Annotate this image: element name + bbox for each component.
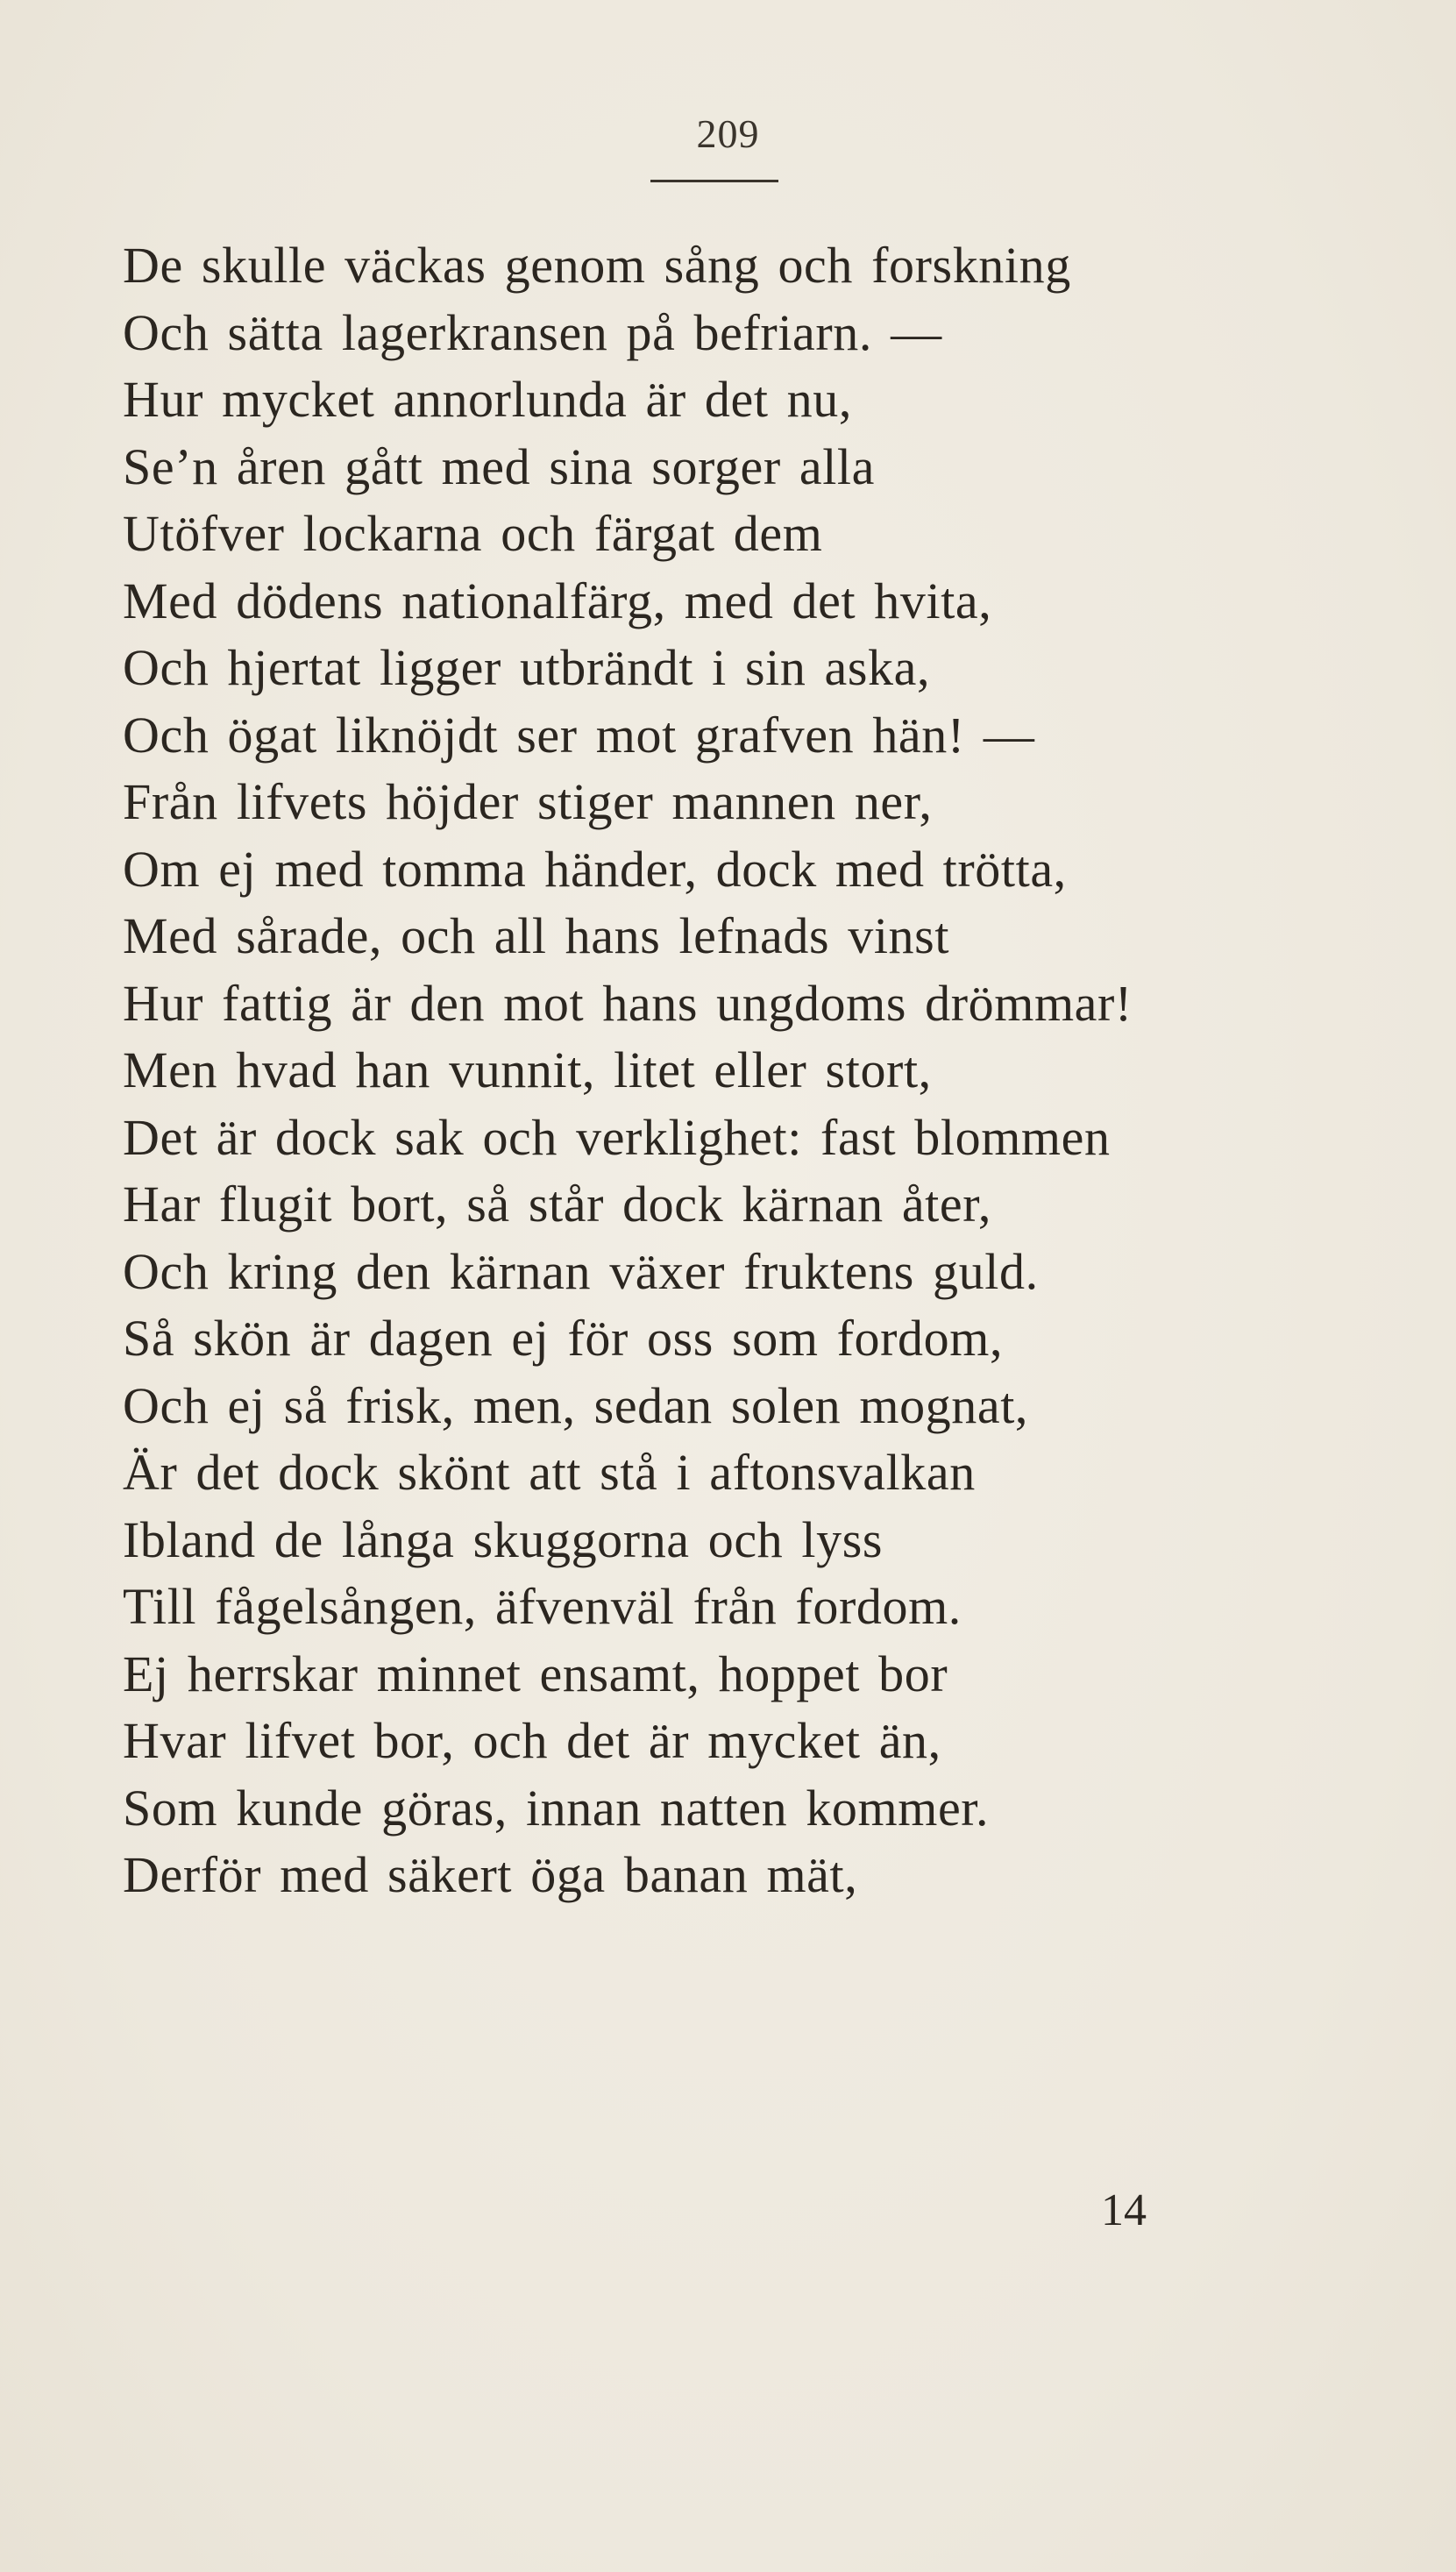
poem-line: Ej herrskar minnet ensamt, hoppet bor xyxy=(123,1645,948,1702)
header-rule xyxy=(650,180,778,182)
poem-line: De skulle väckas genom sång och forskning xyxy=(123,237,1071,294)
poem-line: Och hjertat ligger utbrändt i sin aska, xyxy=(123,639,931,696)
poem-line: Hur mycket annorlunda är det nu, xyxy=(123,371,852,428)
poem-line: Är det dock skönt att stå i aftonsvalkan xyxy=(123,1444,976,1501)
poem-line: Hvar lifvet bor, och det är mycket än, xyxy=(123,1712,941,1769)
poem-line: Men hvad han vunnit, litet eller stort, xyxy=(123,1041,932,1098)
poem-line: Och ej så frisk, men, sedan solen mognat, xyxy=(123,1376,1029,1434)
poem-line: Med dödens nationalfärg, med det hvita, xyxy=(123,572,992,629)
poem-line: Och kring den kärnan växer fruktens guld. xyxy=(123,1242,1039,1300)
poem-line: Ibland de långa skuggorna och lyss xyxy=(123,1510,884,1568)
poem-line: Derför med säkert öga banan mät, xyxy=(123,1846,858,1903)
poem-line: Så skön är dagen ej för oss som fordom, xyxy=(123,1310,1004,1367)
poem-text xyxy=(123,232,1350,1909)
poem-line: Och ögat liknöjdt ser mot grafven hän! — xyxy=(123,706,1035,764)
poem-line: Har flugit bort, så står dock kärnan åter, xyxy=(123,1176,991,1233)
poem-line: Se’n åren gått med sina sorger alla xyxy=(123,437,875,495)
poem-line: Om ej med tomma händer, dock med trötta, xyxy=(123,840,1067,898)
poem-line: Hur fattig är den mot hans ungdoms drömmar! xyxy=(123,974,1133,1032)
poem-line: Till fågelsången, äfvenväl från fordom. xyxy=(123,1578,962,1635)
poem-line: Utöfver lockarna och färgat dem xyxy=(123,505,823,562)
poem-line: Det är dock sak och verklighet: fast blommen xyxy=(123,1108,1111,1166)
signature-mark: 14 xyxy=(1101,2185,1147,2235)
poem-line: Och sätta lagerkransen på befriarn. — xyxy=(123,303,942,361)
poem-line: Som kunde göras, innan natten kommer. xyxy=(123,1779,990,1837)
poem-line: Med sårade, och all hans lefnads vinst xyxy=(123,907,950,964)
page-number: 209 xyxy=(696,111,760,156)
poem-line: Från lifvets höjder stiger mannen ner, xyxy=(123,773,933,830)
